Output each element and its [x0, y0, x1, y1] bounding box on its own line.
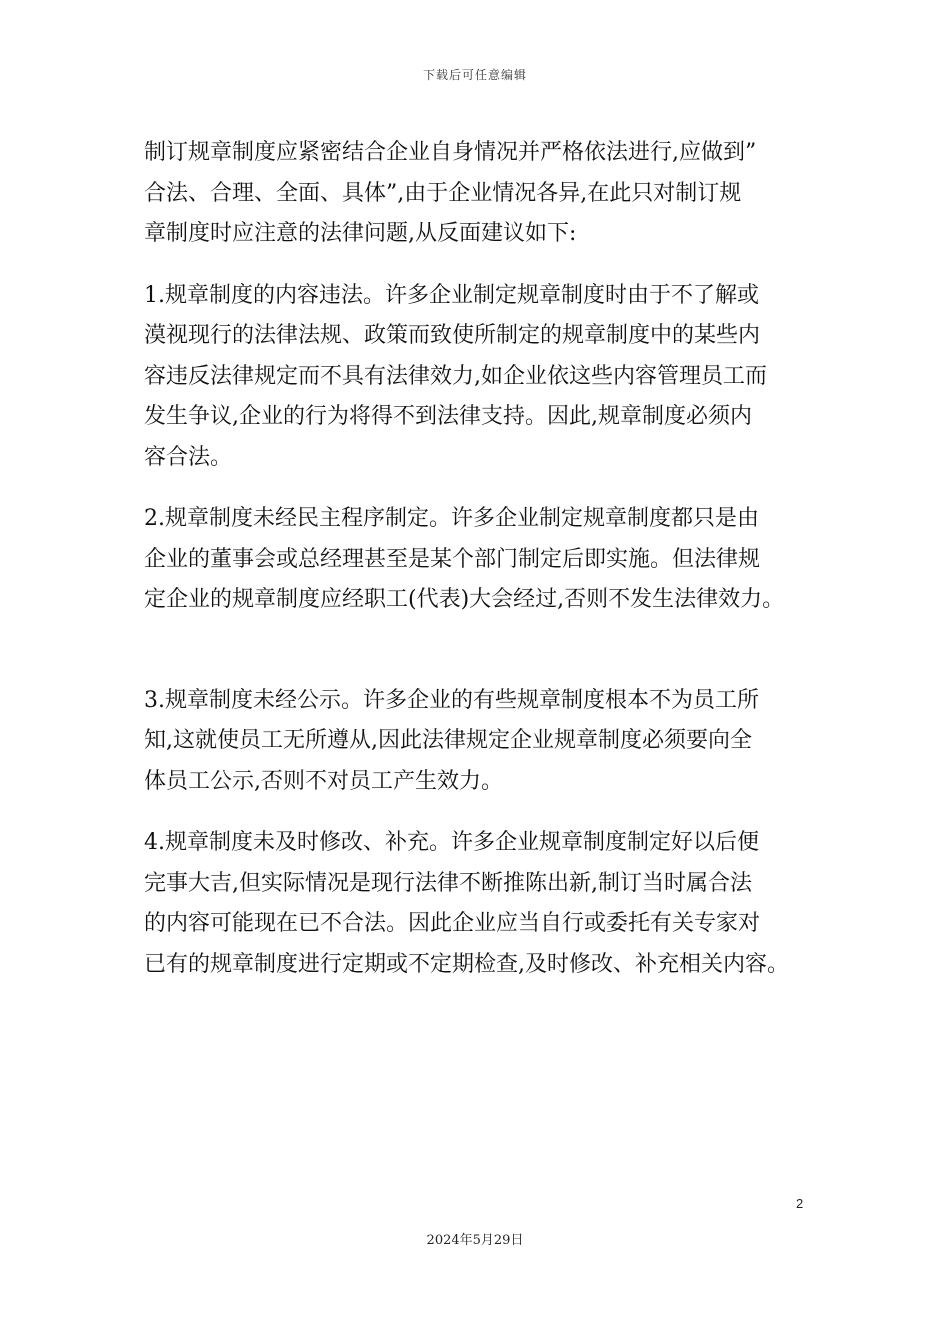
- item-2-paragraph: [144, 499, 820, 621]
- text-line: 合法、合理、全面、具体”,由于企业情况各异,在此只对制订规: [144, 180, 742, 206]
- item-3-paragraph: [144, 681, 820, 803]
- intro-paragraph: [144, 133, 820, 255]
- text-line: 发生争议,企业的行为将得不到法律支持。因此,规章制度必须内: [144, 404, 752, 429]
- text-line: 企业的董事会或总经理甚至是某个部门制定后即实施。但法律规: [144, 546, 761, 572]
- text-line: 2.规章制度未经民主程序制定。许多企业制定规章制度都只是由: [144, 506, 759, 531]
- text-line: 4.规章制度未及时修改、补充。许多企业规章制度制定好以后便: [144, 830, 759, 855]
- item-1-paragraph: [144, 276, 820, 479]
- item-4-paragraph: [144, 823, 820, 985]
- text-line: 3.规章制度未经公示。许多企业的有些规章制度根本不为员工所: [144, 687, 759, 713]
- page-header: 下载后可任意编辑: [422, 68, 527, 82]
- document-body: [144, 133, 820, 985]
- page-number: 2: [796, 1196, 804, 1211]
- text-line: 体员工公示,否则不对员工产生效力。: [144, 768, 503, 794]
- text-line: 制订规章制度应紧密结合企业自身情况并严格依法进行,应做到”: [144, 140, 757, 165]
- text-line: 1.规章制度的内容违法。许多企业制定规章制度时由于不了解或: [144, 282, 759, 308]
- text-line: 知,这就使员工无所遵从,因此法律规定企业规章制度必须要向全: [144, 728, 752, 753]
- text-line: 漠视现行的法律法规、政策而致使所制定的规章制度中的某些内: [144, 323, 761, 348]
- text-line: 的内容可能现在已不合法。因此企业应当自行或委托有关专家对: [144, 911, 761, 936]
- text-line: 容违反法律规定而不具有法律效力,如企业依这些内容管理员工而: [144, 363, 767, 389]
- text-line: 已有的规章制度进行定期或不定期检查,及时修改、补充相关内容。: [144, 951, 789, 977]
- footer-date: 2024年5月29日: [426, 1233, 524, 1248]
- text-line: 章制度时应注意的法律问题,从反面建议如下:: [144, 221, 577, 246]
- text-line: 完事大吉,但实际情况是现行法律不断推陈出新,制订当时属合法: [144, 870, 752, 896]
- text-line: 容合法。: [144, 444, 233, 470]
- text-line: 定企业的规章制度应经职工(代表)大会经过,否则不发生法律效力。: [144, 587, 785, 612]
